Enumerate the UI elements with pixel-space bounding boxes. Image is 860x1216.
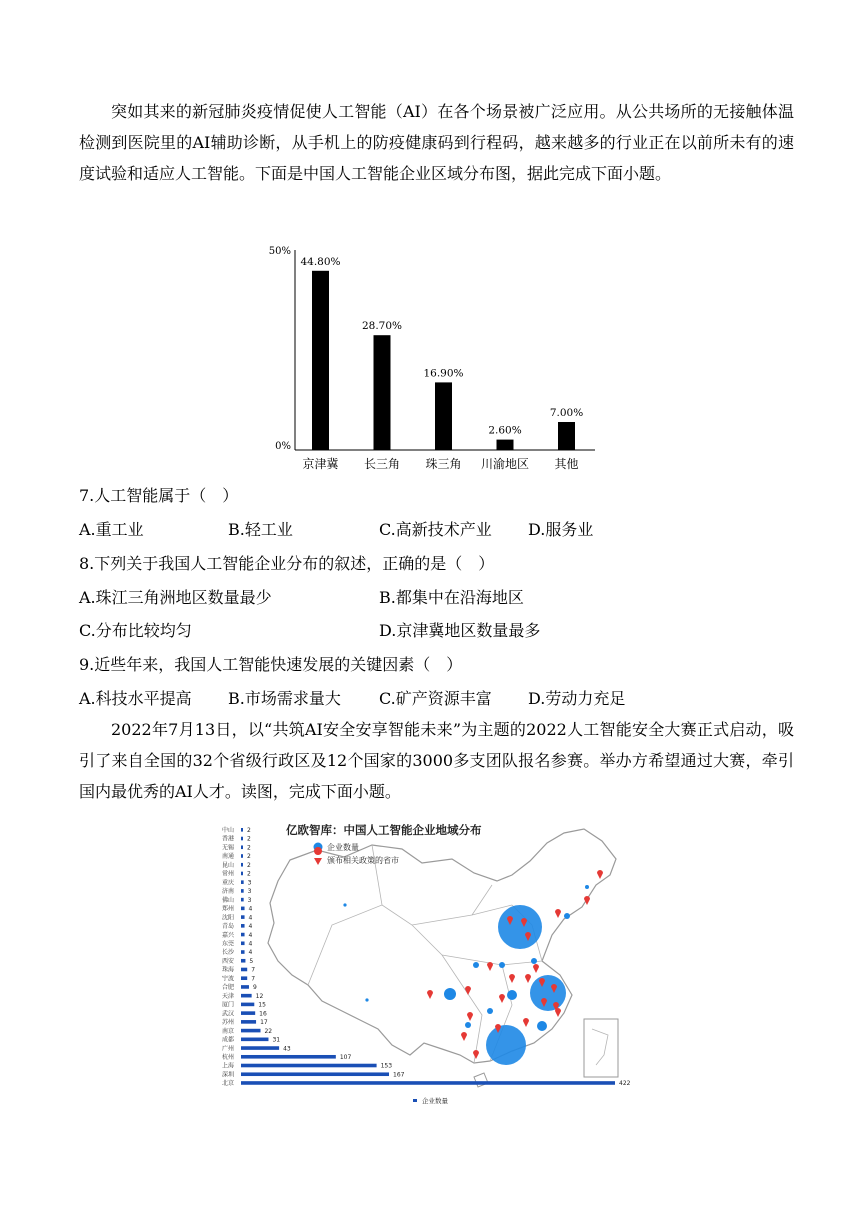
city-label-8: 佛山 (221, 896, 234, 904)
city-value-12: 4 (248, 931, 253, 939)
city-value-9: 4 (248, 905, 253, 913)
city-bar-19 (241, 994, 252, 998)
q7-option-b[interactable]: B.轻工业 (228, 520, 293, 539)
city-bar-2 (241, 845, 243, 849)
city-bar-22 (241, 1020, 256, 1024)
city-value-21: 16 (259, 1010, 267, 1018)
city-bar-3 (241, 854, 243, 858)
question-9-stem: 9.近些年来，我国人工智能快速发展的关键因素（ ） (79, 655, 463, 674)
city-label-1: 香港 (221, 835, 234, 843)
question-7-stem: 7.人工智能属于（ ） (79, 486, 239, 505)
bar-value-label-3: 2.60% (488, 424, 522, 437)
city-label-3: 南通 (221, 853, 234, 861)
city-label-13: 东莞 (221, 940, 234, 948)
q8-option-a[interactable]: A.珠江三角洲地区数量最少 (79, 588, 272, 607)
city-label-23: 南京 (221, 1027, 234, 1035)
china-map-outline (268, 829, 616, 1063)
city-value-0: 2 (247, 827, 251, 834)
city-label-19: 天津 (221, 992, 234, 1000)
city-value-19: 12 (255, 992, 264, 1000)
city-label-5: 常州 (221, 870, 234, 878)
city-label-18: 合肥 (221, 984, 234, 992)
map-title: 亿欧智库：中国人工智能企业地域分布 (286, 823, 482, 837)
question-8-stem: 8.下列关于我国人工智能企业分布的叙述，正确的是（ ） (79, 554, 495, 573)
city-value-5: 2 (247, 870, 251, 878)
q9-option-d[interactable]: D.劳动力充足 (528, 689, 626, 708)
city-value-2: 2 (247, 844, 251, 852)
city-value-13: 4 (248, 940, 253, 948)
x-tick-label-2: 珠三角 (425, 457, 462, 471)
city-bar-21 (241, 1011, 255, 1015)
city-value-10: 4 (248, 914, 253, 922)
south-china-sea-inset (584, 1019, 618, 1077)
bar-3 (497, 440, 514, 450)
q8-option-c[interactable]: C.分布比较均匀 (79, 621, 192, 640)
bar-2 (435, 382, 452, 450)
bar-legend-swatch (413, 1099, 417, 1102)
city-label-29: 北京 (221, 1080, 234, 1088)
q9-option-b[interactable]: B.市场需求量大 (228, 689, 341, 708)
city-label-14: 长沙 (221, 949, 234, 957)
city-value-7: 3 (247, 888, 252, 896)
city-bar-26 (241, 1055, 336, 1059)
x-tick-label-0: 京津冀 (302, 457, 339, 471)
city-value-26: 107 (339, 1053, 352, 1061)
city-bar-28 (241, 1072, 389, 1076)
city-label-25: 广州 (221, 1045, 234, 1053)
city-value-1: 2 (247, 835, 251, 843)
city-bar-17 (241, 976, 247, 980)
y-tick-label-0: 0% (275, 441, 291, 452)
city-label-26: 杭州 (221, 1053, 234, 1061)
city-value-27: 153 (380, 1062, 393, 1070)
city-value-20: 15 (258, 1001, 266, 1009)
bar-legend-label: 企业数量 (422, 1097, 448, 1105)
city-bar-16 (241, 968, 247, 972)
bar-0 (312, 271, 329, 450)
city-bar-10 (241, 915, 245, 919)
city-bar-18 (241, 985, 249, 989)
city-value-17: 7 (251, 975, 256, 983)
x-tick-label-4: 其他 (554, 457, 579, 471)
city-label-7: 济南 (221, 888, 234, 896)
bar-value-label-0: 44.80% (300, 255, 341, 268)
city-bar-6 (241, 880, 244, 884)
region-bar-chart (262, 240, 607, 478)
hainan-island (474, 1073, 488, 1087)
q9-option-a[interactable]: A.科技水平提高 (79, 689, 192, 708)
city-label-22: 苏州 (221, 1019, 234, 1027)
city-label-24: 成都 (221, 1036, 234, 1044)
city-value-3: 2 (247, 853, 251, 861)
bar-value-label-4: 7.00% (549, 407, 584, 419)
city-value-15: 5 (249, 957, 254, 965)
city-bar-0 (241, 828, 243, 832)
city-value-14: 4 (248, 949, 253, 957)
q9-option-c[interactable]: C.矿产资源丰富 (379, 689, 492, 708)
city-label-6: 重庆 (221, 879, 234, 887)
city-value-18: 9 (252, 984, 257, 992)
city-value-23: 22 (264, 1027, 273, 1035)
bar-value-label-2: 16.90% (423, 367, 464, 380)
city-value-11: 4 (248, 923, 253, 931)
city-bar-13 (241, 941, 245, 945)
city-bar-12 (241, 933, 245, 937)
city-label-11: 青岛 (221, 923, 234, 931)
intro-paragraph-1: 突如其来的新冠肺炎疫情促使人工智能（AI）在各个场景被广泛应用。从公共场所的无接触体温检测到医院里的AI辅助诊断，从手机上的防疫健康码到行程码，越来越多的行业正在以前所未有的速度试验和适应人工智能。下面是中国人工智能企业区域分布图，据此完成下面小题。 (79, 102, 794, 183)
city-bar-11 (241, 924, 245, 928)
city-value-6: 3 (247, 879, 252, 887)
city-label-15: 西安 (221, 957, 234, 965)
city-distribution-map-figure (212, 815, 642, 1110)
intro-paragraph-2: 2022年7月13日，以“共筑AI安全安享智能未来”为主题的2022人工智能安全大赛正式启动，吸引了来自全国的32个省级行政区及12个国家的3000多支团队报名参赛。举办方希望通过大赛，牵引国内最优秀的AI人才。读图，完成下面小题。 (79, 720, 794, 801)
city-bar-14 (241, 950, 245, 954)
city-bar-20 (241, 1003, 254, 1007)
bar-1 (374, 335, 391, 450)
city-label-28: 深圳 (221, 1071, 234, 1079)
city-bar-9 (241, 907, 245, 911)
bar-4 (558, 422, 575, 450)
city-label-21: 武汉 (221, 1010, 234, 1018)
city-value-29: 422 (619, 1080, 631, 1088)
city-label-17: 宁波 (221, 975, 234, 983)
q7-option-c[interactable]: C.高新技术产业 (379, 520, 492, 539)
city-bar-25 (241, 1046, 279, 1050)
city-label-0: 中山 (221, 827, 234, 834)
city-label-10: 沈阳 (221, 914, 234, 922)
city-bar-7 (241, 889, 244, 893)
city-bar-27 (241, 1064, 377, 1068)
city-value-25: 43 (283, 1045, 291, 1053)
city-bar-4 (241, 863, 243, 867)
city-bar-5 (241, 872, 243, 876)
city-label-4: 昆山 (221, 861, 234, 869)
city-value-8: 3 (247, 896, 252, 904)
city-value-28: 167 (393, 1071, 405, 1079)
pin-icon (584, 896, 590, 905)
legend-bubble-label: 企业数量 (327, 843, 359, 852)
q7-option-d[interactable]: D.服务业 (528, 520, 594, 539)
bar-value-label-1: 28.70% (361, 320, 403, 333)
q8-option-d[interactable]: D.京津冀地区数量最多 (379, 621, 541, 640)
x-tick-label-1: 长三角 (363, 457, 401, 471)
x-tick-label-3: 川渝地区 (480, 457, 530, 471)
city-bar-23 (241, 1029, 260, 1033)
city-label-16: 珠海 (221, 966, 234, 974)
city-label-27: 上海 (221, 1062, 234, 1070)
y-tick-label-50: 50% (268, 246, 291, 257)
city-label-9: 郑州 (221, 905, 234, 913)
city-value-16: 7 (251, 966, 256, 974)
city-label-12: 嘉兴 (221, 931, 234, 939)
city-bar-15 (241, 959, 245, 963)
legend-pin-label: 颁布相关政策的省市 (327, 856, 399, 865)
city-bar-1 (241, 837, 243, 841)
city-bar-29 (241, 1081, 615, 1085)
city-value-4: 2 (247, 861, 251, 869)
q8-option-b[interactable]: B.都集中在沿海地区 (379, 588, 524, 607)
city-label-2: 无锡 (221, 844, 234, 852)
city-value-24: 31 (272, 1036, 281, 1044)
q7-option-a[interactable]: A.重工业 (79, 520, 144, 539)
city-label-20: 厦门 (221, 1001, 234, 1009)
city-bar-24 (241, 1038, 268, 1042)
city-value-22: 17 (260, 1019, 268, 1027)
city-bar-8 (241, 898, 244, 902)
